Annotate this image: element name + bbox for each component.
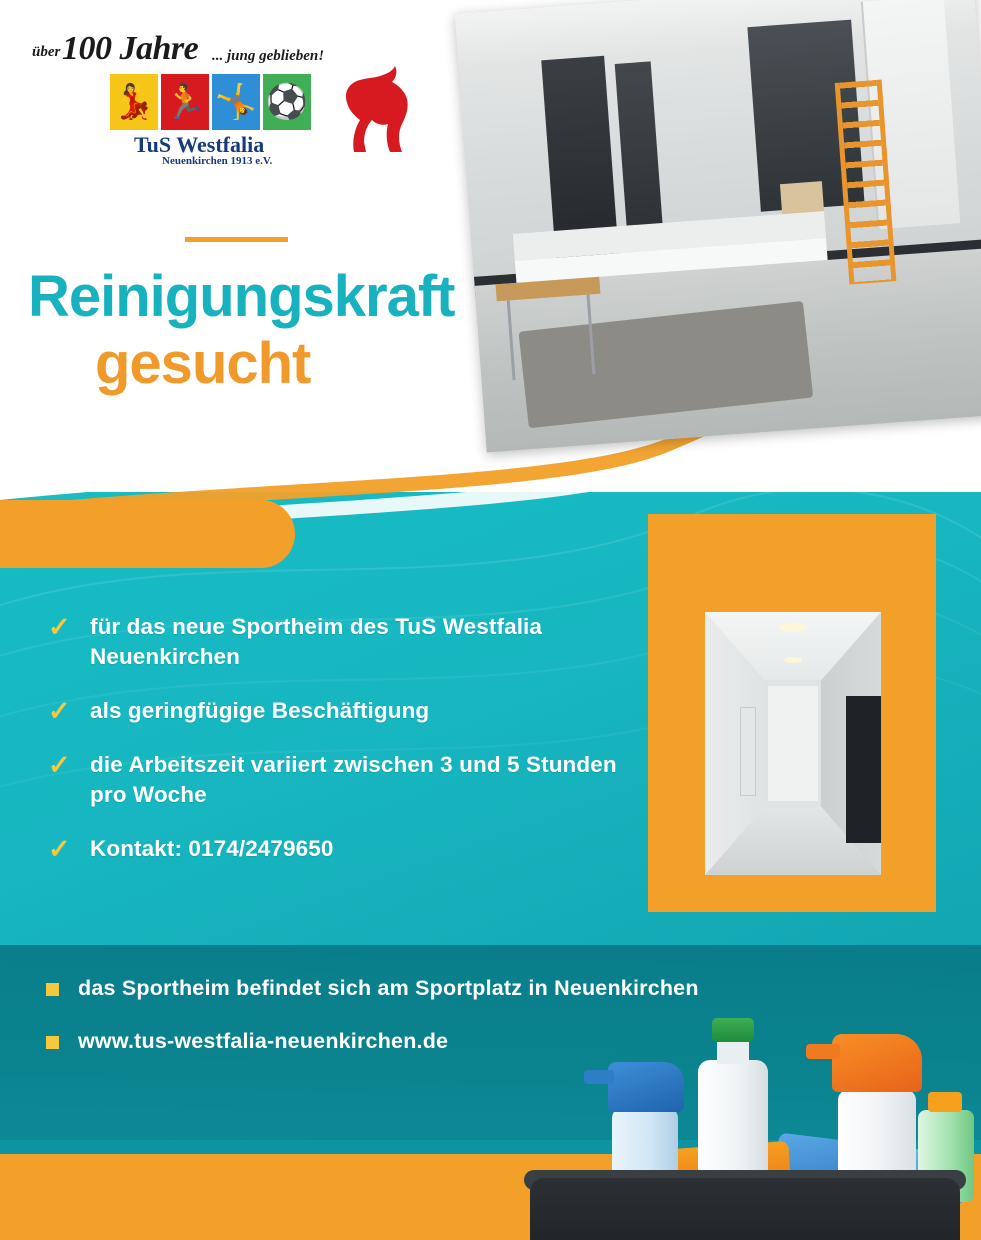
logo-club-name: TuS Westfalia (134, 132, 265, 157)
checklist-item-text: als geringfügige Beschäftigung (90, 698, 430, 723)
photo-sportheim-hallway (705, 612, 881, 875)
square-bullet-icon (46, 983, 78, 996)
logo-jahre-text: 100 Jahre (62, 30, 199, 67)
headline-line-1: Reinigungskraft (28, 264, 455, 329)
gymnastics-icon: 💃 (110, 74, 158, 130)
orange-tab-accent (0, 500, 295, 568)
running-icon: 🏃 (161, 74, 209, 130)
list-item (46, 975, 866, 1001)
list-item (48, 612, 628, 672)
headline-line-2: gesucht (95, 331, 311, 396)
logo-club-sub: Neuenkirchen 1913 e.V. (162, 155, 273, 167)
checklist-item-text: für das neue Sportheim des TuS Westfalia Neuenkirchen (90, 614, 543, 669)
check-icon: ✓ (48, 612, 71, 642)
logo-tagline: ... jung geblieben! (212, 48, 325, 64)
website-url-text[interactable]: www.tus-westfalia-neuenkirchen.de (78, 1029, 449, 1053)
orange-dash-divider (185, 237, 288, 242)
logo-ueber-text: über (32, 44, 61, 60)
contact-phone-text: Kontakt: 0174/2479650 (90, 836, 334, 861)
job-details-checklist (48, 612, 628, 888)
check-icon: ✓ (48, 834, 71, 864)
list-item-contact (48, 834, 628, 864)
list-item (48, 696, 628, 726)
photo-sportheim-kitchen (455, 0, 981, 452)
check-icon: ✓ (48, 696, 71, 726)
handball-icon: 🤸 (212, 74, 260, 130)
photo-cleaning-products (520, 1000, 981, 1240)
square-bullet-icon (46, 1036, 78, 1049)
lower-saxony-horse-icon (340, 62, 420, 154)
list-item (48, 750, 628, 810)
checklist-item-text: die Arbeitszeit variiert zwischen 3 und 5 Stunden pro Woche (90, 752, 617, 807)
footer-note-text: das Sportheim befindet sich am Sportplatz in Neuenkirchen (78, 976, 699, 1000)
club-logo (22, 22, 402, 167)
logo-sport-tiles (110, 74, 311, 130)
soccer-icon: ⚽ (263, 74, 311, 130)
check-icon: ✓ (48, 750, 71, 780)
